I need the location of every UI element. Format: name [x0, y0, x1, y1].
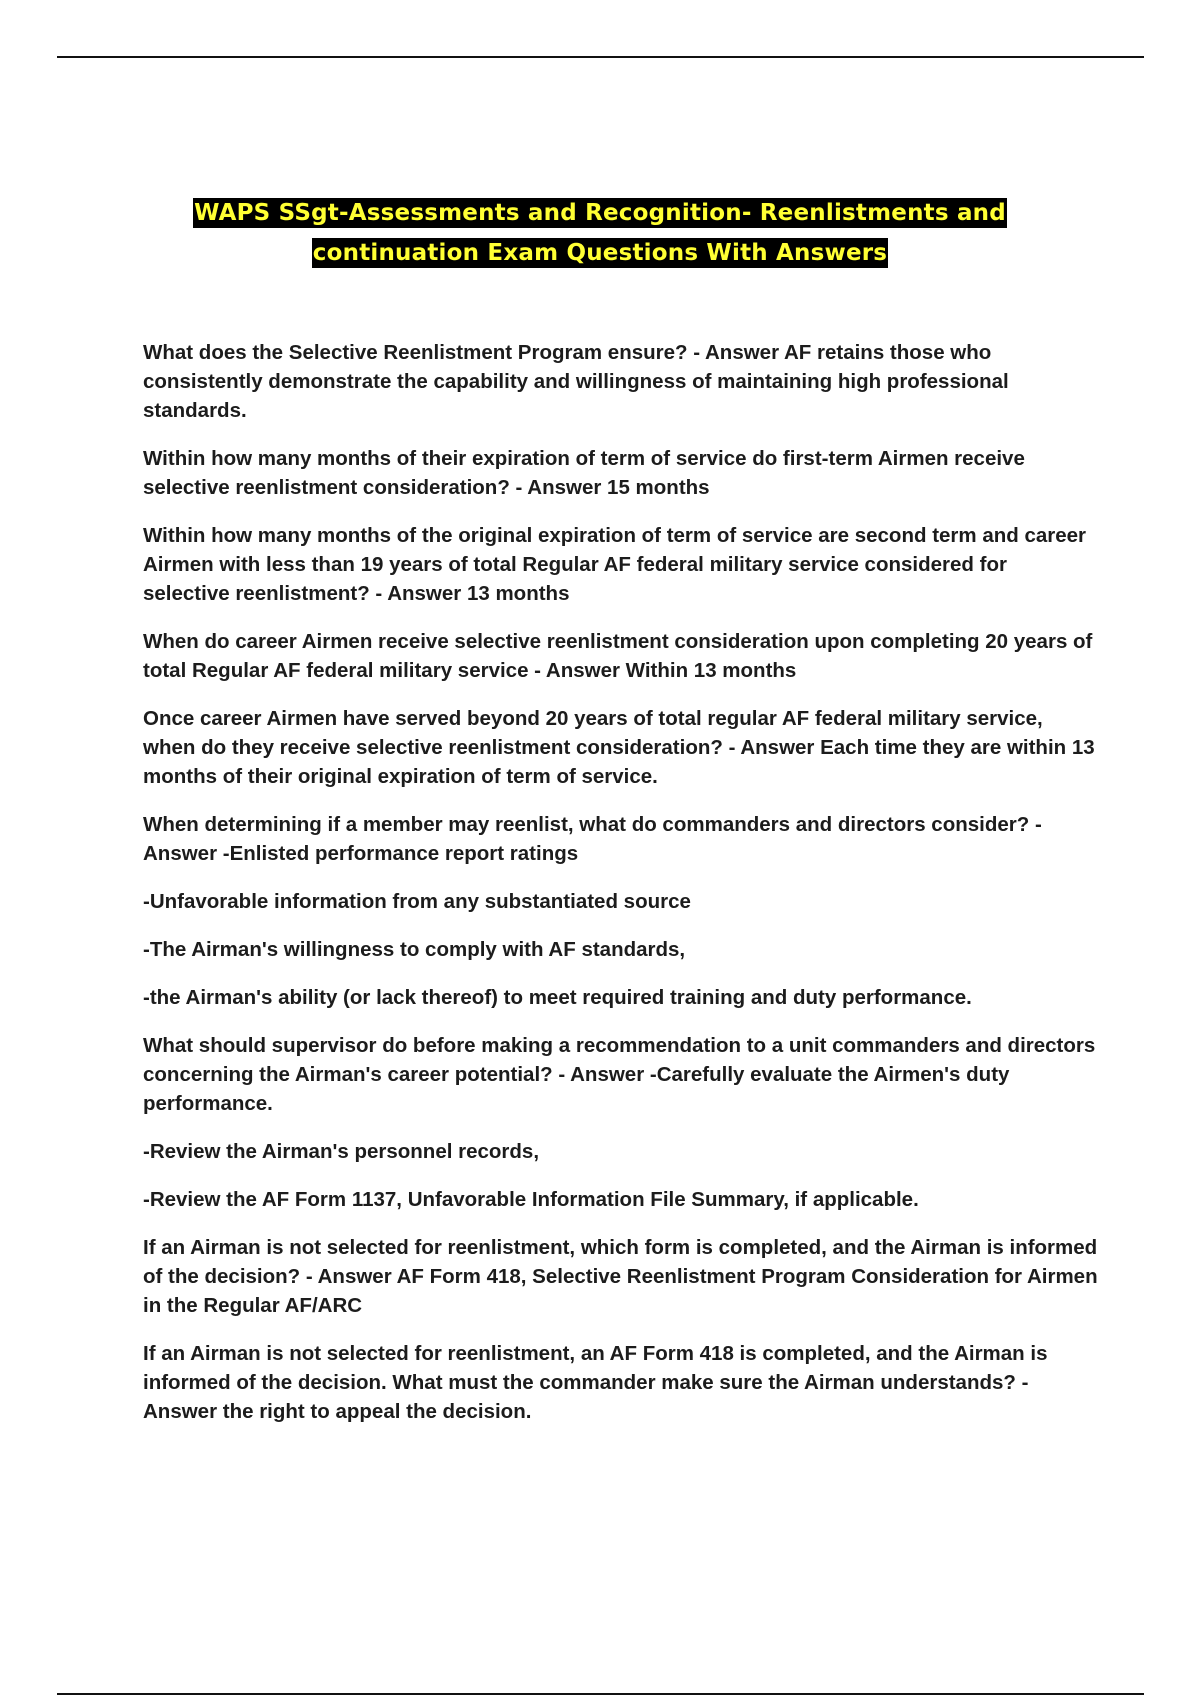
footer-rule [57, 1693, 1144, 1695]
qa-paragraph: If an Airman is not selected for reenlistment, an AF Form 418 is completed, and the Airman is informed of the decision. What must the commander make sure the Airman understands? - Answer the right to appeal the decision. [143, 1342, 1048, 1423]
qa-paragraph: Once career Airmen have served beyond 20 years of total regular AF federal military service, when do they receive selective reenlistment consideration? - Answer Each time they are within 13 months of their original expiration of term of service. [143, 707, 1095, 788]
title-line-1-text: WAPS SSgt-Assessments and Recognition- Reenlistments and [194, 200, 1006, 226]
qa-paragraph: When do career Airmen receive selective reenlistment consideration upon completing 20 years of total Regular AF federal military service - Answer Within 13 months [143, 630, 1093, 682]
title-line-1 [0, 193, 1200, 233]
answer-item: -the Airman's ability (or lack thereof) to meet required training and duty performance. [143, 986, 972, 1009]
qa-paragraph: What does the Selective Reenlistment Program ensure? - Answer AF retains those who consistently demonstrate the capability and willingness of maintaining high professional standards. [143, 341, 1009, 422]
title-line-2 [0, 233, 1200, 273]
qa-paragraph: If an Airman is not selected for reenlistment, which form is completed, and the Airman is informed of the decision? - Answer AF Form 418, Selective Reenlistment Program Consideration for Airmen in the Regular AF/ARC [143, 1236, 1098, 1317]
qa-paragraph: What should supervisor do before making a recommendation to a unit commanders and directors concerning the Airman's career potential? - Answer -Carefully evaluate the Airmen's duty performance. [143, 1034, 1096, 1115]
title-line-2-text: continuation Exam Questions With Answers [312, 240, 888, 266]
document-body [143, 338, 1098, 1445]
answer-item: -Review the Airman's personnel records, [143, 1140, 540, 1163]
answer-item: -Unfavorable information from any substantiated source [143, 890, 691, 913]
qa-paragraph: When determining if a member may reenlist, what do commanders and directors consider? - Answer -Enlisted performance report ratings [143, 813, 1042, 865]
qa-paragraph: Within how many months of their expiration of term of service do first-term Airmen receive selective reenlistment consideration? - Answer 15 months [143, 447, 1025, 499]
qa-paragraph: Within how many months of the original expiration of term of service are second term and career Airmen with less than 19 years of total Regular AF federal military service considered for selective reenlistment? - Answer 13 months [143, 524, 1087, 605]
document-title [0, 193, 1200, 273]
answer-item: -Review the AF Form 1137, Unfavorable Information File Summary, if applicable. [143, 1188, 919, 1211]
answer-item: -The Airman's willingness to comply with AF standards, [143, 938, 686, 961]
header-rule [57, 56, 1144, 58]
